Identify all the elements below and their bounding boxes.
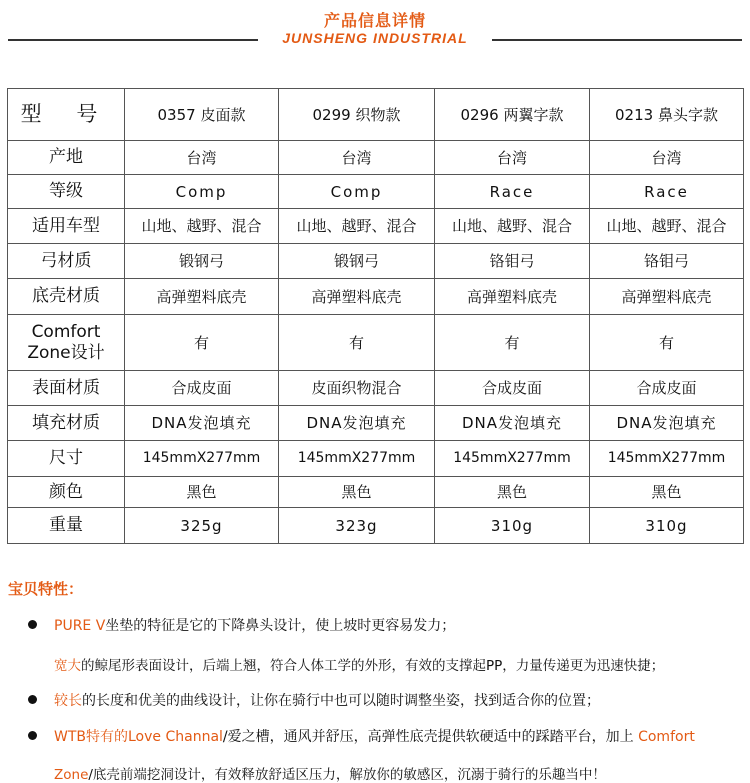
- table-cell: 323g: [279, 508, 435, 544]
- table-cell: Comp: [279, 175, 435, 209]
- table-cell: DNA发泡填充: [435, 406, 590, 441]
- table-cell: 高弹塑料底壳: [435, 279, 590, 315]
- feature-item: [54, 763, 606, 783]
- table-cell: 有: [279, 315, 435, 371]
- table-cell: 高弹塑料底壳: [279, 279, 435, 315]
- table-row: [8, 279, 744, 315]
- table-row: [8, 508, 744, 544]
- feature-text: /底壳前端挖洞设计，有效释放舒适区压力，解放你的敏感区，沉溺于骑行的乐趣当中！: [88, 767, 606, 783]
- table-cell: 台湾: [125, 141, 279, 175]
- table-cell: 山地、越野、混合: [125, 209, 279, 244]
- table-cell: 145mmX277mm: [435, 441, 590, 477]
- table-cell: 有: [590, 315, 744, 371]
- table-cell: DNA发泡填充: [590, 406, 744, 441]
- row-label: 表面材质: [8, 371, 125, 406]
- table-cell: 山地、越野、混合: [435, 209, 590, 244]
- table-cell: 锻钢弓: [279, 244, 435, 279]
- table-row: [8, 209, 744, 244]
- feature-item: [54, 654, 664, 674]
- table-cell: Race: [590, 175, 744, 209]
- model-cell: 0299 织物款: [279, 89, 435, 141]
- table-cell: 山地、越野、混合: [279, 209, 435, 244]
- row-label: Comfort Zone设计: [8, 315, 125, 371]
- table-cell: 合成皮面: [590, 371, 744, 406]
- bullet-icon: [28, 731, 37, 740]
- row-label: 等级: [8, 175, 125, 209]
- feature-highlight: PURE V: [54, 618, 106, 634]
- table-cell: DNA发泡填充: [279, 406, 435, 441]
- row-label: 弓材质: [8, 244, 125, 279]
- header-title: 产品信息详情: [323, 11, 426, 30]
- bullet-icon: [28, 620, 37, 629]
- feature-text: 坐垫的特征是它的下降鼻头设计，使上坡时更容易发力；: [105, 618, 456, 634]
- table-header-row: [8, 89, 744, 141]
- table-cell: 铬钼弓: [435, 244, 590, 279]
- table-cell: 台湾: [279, 141, 435, 175]
- feature-item: [54, 690, 600, 710]
- model-header-cell: 型 号: [8, 89, 125, 141]
- table-cell: 黑色: [435, 477, 590, 508]
- table-cell: 高弹塑料底壳: [590, 279, 744, 315]
- header-subtitle: JUNSHENG INDUSTRIAL: [282, 30, 468, 46]
- feature-highlight: Comfort: [638, 729, 695, 745]
- table-row: [8, 441, 744, 477]
- table-cell: 145mmX277mm: [279, 441, 435, 477]
- table-cell: 合成皮面: [435, 371, 590, 406]
- table-cell: 145mmX277mm: [125, 441, 279, 477]
- table-cell: 有: [435, 315, 590, 371]
- model-cell: 0357 皮面款: [125, 89, 279, 141]
- table-row: [8, 175, 744, 209]
- row-label: 适用车型: [8, 209, 125, 244]
- table-cell: DNA发泡填充: [125, 406, 279, 441]
- table-cell: 锻钢弓: [125, 244, 279, 279]
- header-divider-left: [8, 39, 258, 41]
- feature-text: /爱之槽，通风并舒压，高弹性底壳提供软硬适中的踩踏平台，加上: [222, 729, 639, 745]
- table-row: [8, 244, 744, 279]
- table-cell: 合成皮面: [125, 371, 279, 406]
- table-cell: 铬钼弓: [590, 244, 744, 279]
- table-row: [8, 371, 744, 406]
- table-cell: 皮面织物混合: [279, 371, 435, 406]
- table-row: [8, 477, 744, 508]
- table-cell: 台湾: [435, 141, 590, 175]
- feature-highlight: Zone: [54, 767, 89, 783]
- row-label: 重量: [8, 508, 125, 544]
- feature-highlight: 较长: [54, 693, 82, 709]
- feature-highlight: WTB特有的Love Channal: [54, 729, 223, 745]
- table-cell: 310g: [435, 508, 590, 544]
- table-cell: 台湾: [590, 141, 744, 175]
- bullet-icon: [28, 695, 37, 704]
- table-row: [8, 406, 744, 441]
- table-cell: 黑色: [125, 477, 279, 508]
- feature-item: [54, 615, 455, 635]
- row-label: 颜色: [8, 477, 125, 508]
- features-title: 宝贝特性：: [8, 580, 84, 598]
- row-label: 尺寸: [8, 441, 125, 477]
- feature-text: 的鲸尾形表面设计，后端上翘，符合人体工学的外形，有效的支撑起PP，力量传递更为迅速快捷；: [81, 658, 665, 674]
- model-cell: 0296 两翼字款: [435, 89, 590, 141]
- row-label: 产地: [8, 141, 125, 175]
- table-cell: 高弹塑料底壳: [125, 279, 279, 315]
- table-row: [8, 141, 744, 175]
- table-cell: 325g: [125, 508, 279, 544]
- spec-table: [7, 88, 744, 544]
- table-cell: 145mmX277mm: [590, 441, 744, 477]
- table-cell: 黑色: [279, 477, 435, 508]
- table-cell: Race: [435, 175, 590, 209]
- model-cell: 0213 鼻头字款: [590, 89, 744, 141]
- feature-highlight: 宽大: [54, 658, 81, 674]
- header-divider-right: [492, 39, 742, 41]
- table-cell: 有: [125, 315, 279, 371]
- feature-text: 的长度和优美的曲线设计，让你在骑行中也可以随时调整坐姿，找到适合你的位置；: [82, 693, 600, 709]
- row-label: 底壳材质: [8, 279, 125, 315]
- feature-item: [54, 726, 695, 746]
- row-label: 填充材质: [8, 406, 125, 441]
- table-cell: 310g: [590, 508, 744, 544]
- table-cell: 山地、越野、混合: [590, 209, 744, 244]
- table-row: [8, 315, 744, 371]
- table-cell: 黑色: [590, 477, 744, 508]
- table-cell: Comp: [125, 175, 279, 209]
